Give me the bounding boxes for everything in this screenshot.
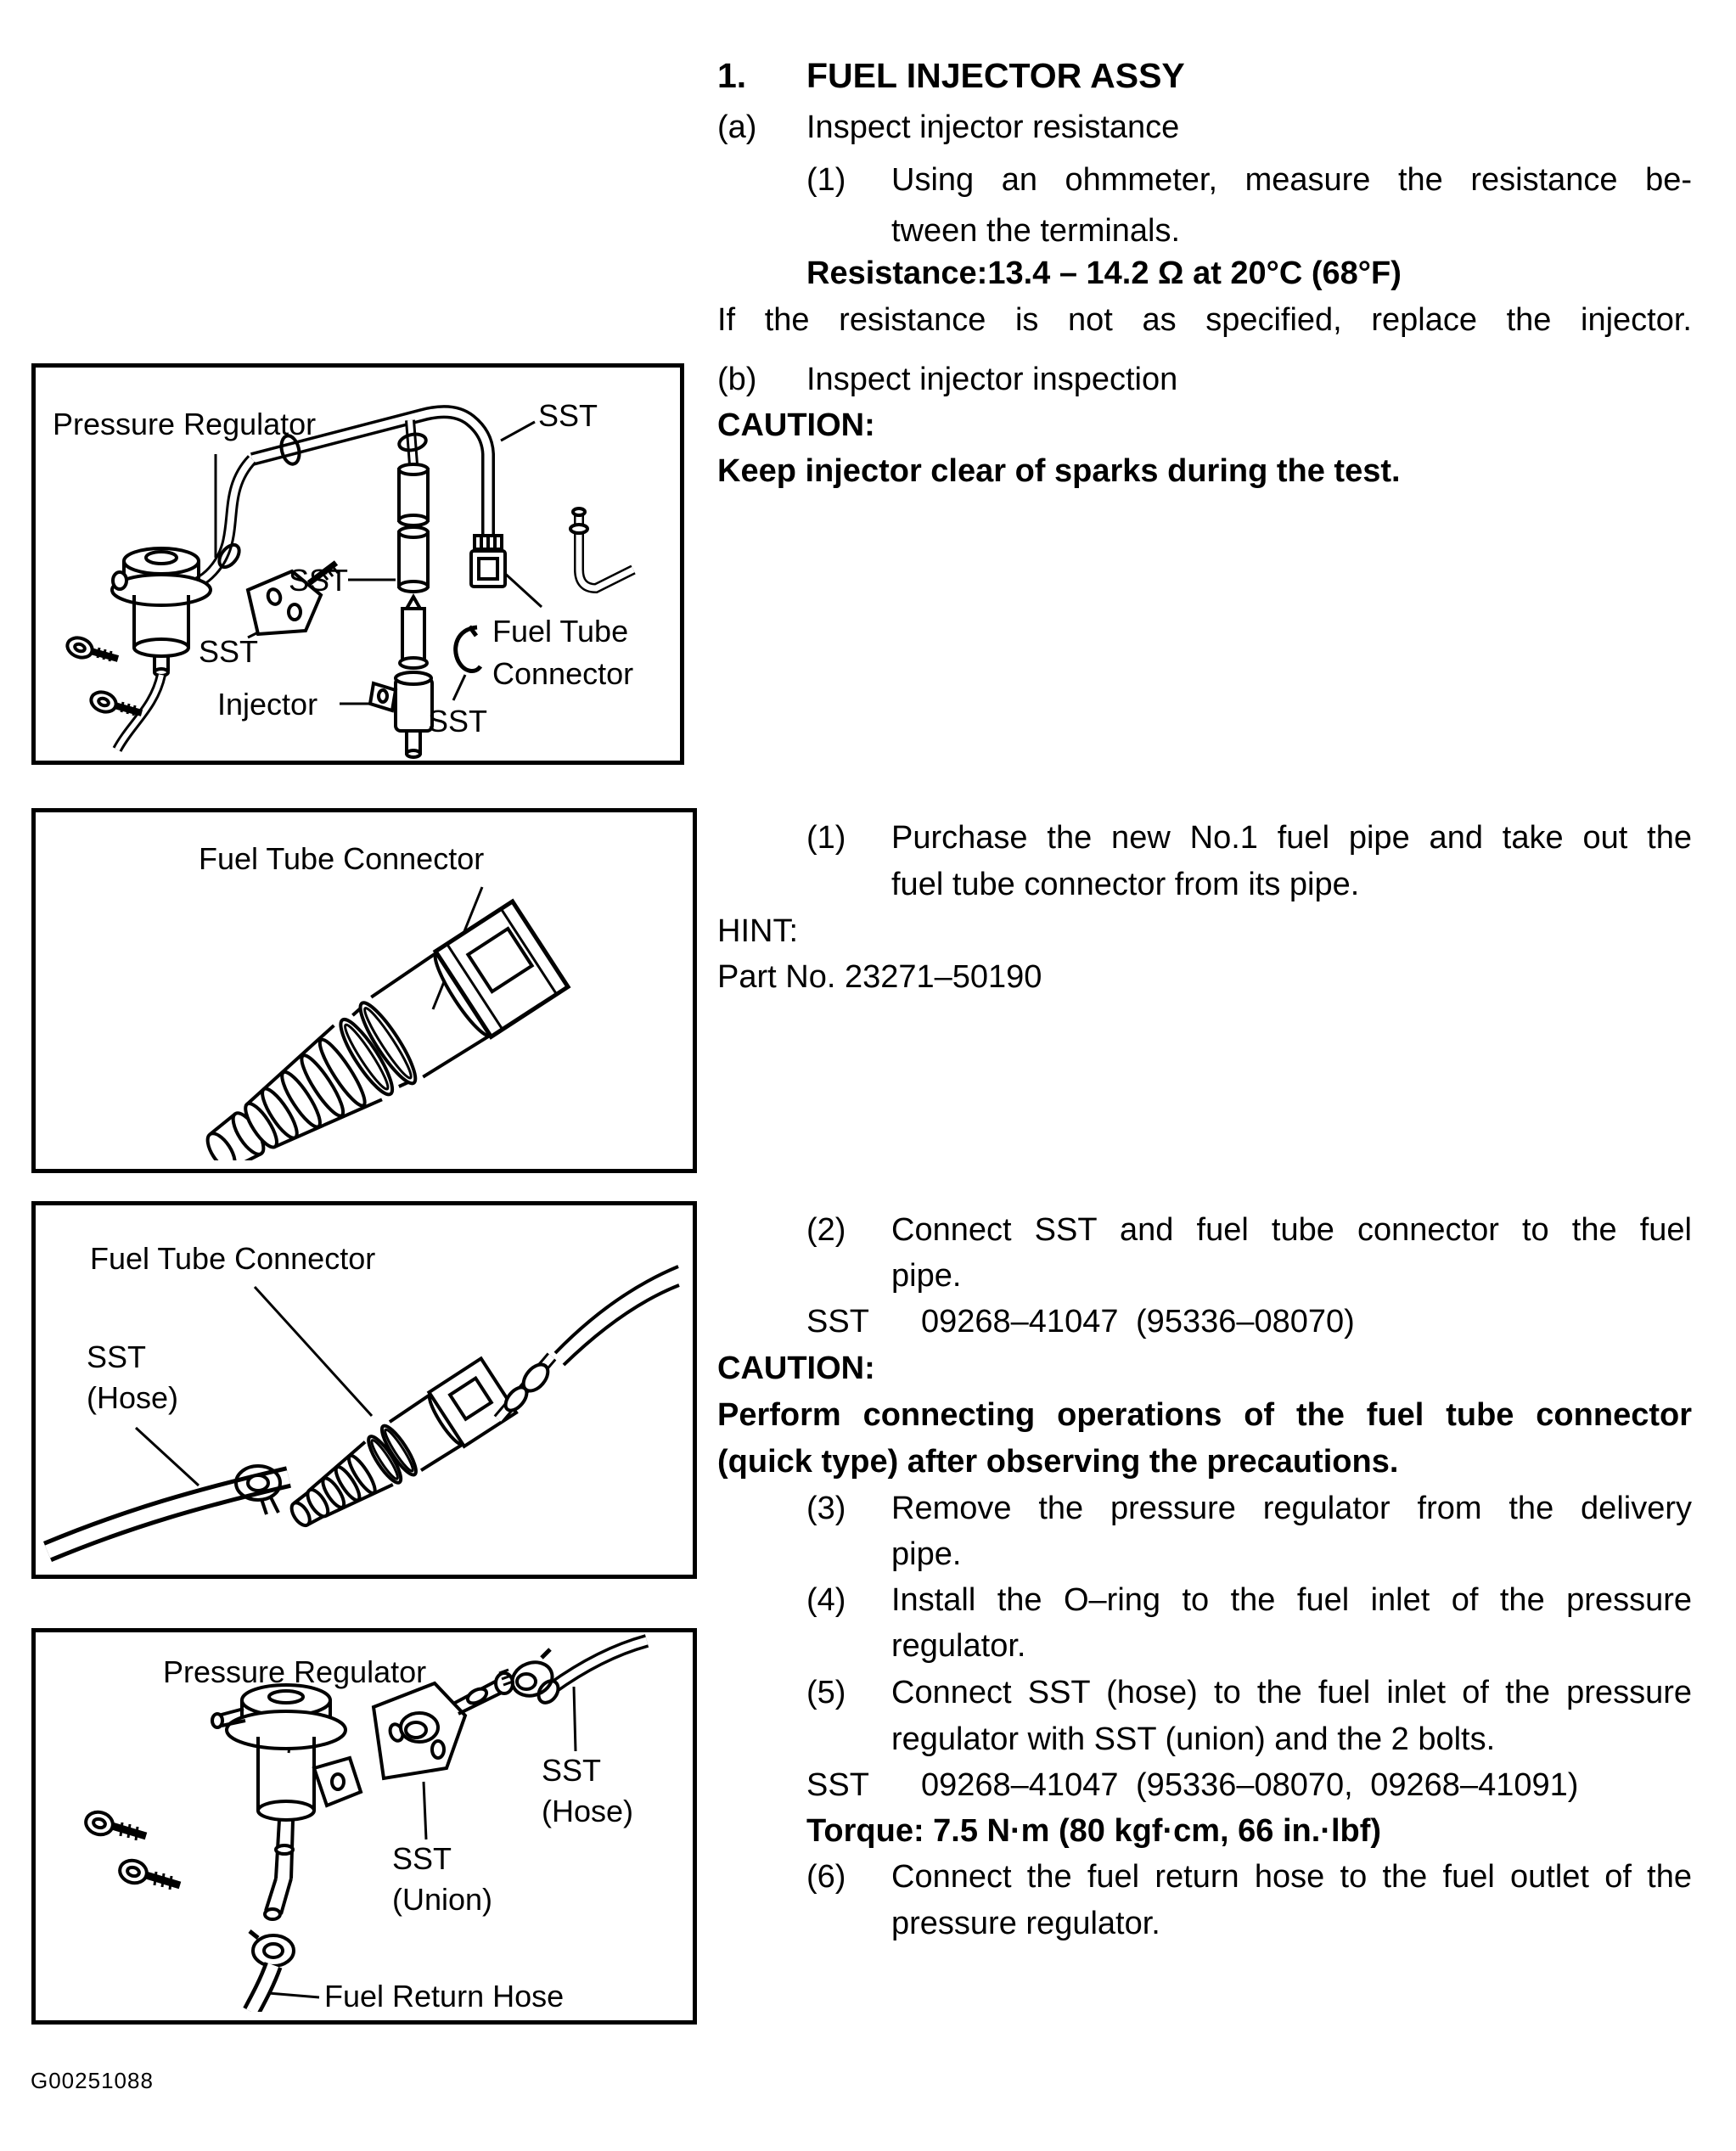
step-b1-line2 [717, 862, 1692, 907]
hint-head: HINT: [717, 913, 798, 949]
hint-body-line [717, 954, 1692, 1000]
fig4-label-sst-union-2: (Union) [392, 1882, 493, 1917]
caution1-body-line [717, 448, 1692, 494]
fig1-label-fuel-tube: Fuel Tube [492, 614, 629, 649]
step-a-line [717, 104, 1692, 150]
step-b2-line2 [717, 1253, 1692, 1299]
step-b1-text1: Purchase the new No.1 fuel pipe and take out the [891, 820, 1692, 856]
fig1-label-injector: Injector [217, 687, 318, 722]
step-b3-label: (3) [806, 1491, 846, 1526]
sst1-value: 09268–41047 (95336–08070) [921, 1304, 1355, 1339]
fig2-label-fuel-tube-connector: Fuel Tube Connector [199, 841, 485, 876]
caution1-head: CAUTION: [717, 407, 875, 443]
caution2-line2 [717, 1439, 1692, 1485]
step-b3-line2 [717, 1531, 1692, 1577]
hint-head-line [717, 908, 1692, 954]
step-b1-text2: fuel tube connector from its pipe. [891, 867, 1360, 902]
sst2-key: SST [806, 1767, 869, 1803]
fig3-label-sst: SST [87, 1339, 147, 1374]
step-b4-text1: Install the O–ring to the fuel inlet of the pressure [891, 1582, 1692, 1618]
caution1-head-line [717, 402, 1692, 448]
torque-spec: Torque: 7.5 N·m (80 kgf·cm, 66 in.·lbf) [806, 1813, 1382, 1849]
fig1-label-connector: Connector [492, 656, 634, 691]
fig4-label-fuel-return-hose: Fuel Return Hose [324, 1979, 565, 2013]
step-b4-line1 [717, 1577, 1692, 1623]
resistance-note-line [717, 297, 1692, 343]
caution2-text2: (quick type) after observing the precautions. [717, 1444, 1399, 1480]
step-b4-text2: regulator. [891, 1628, 1026, 1664]
step-b3-text1: Remove the pressure regulator from the delivery [891, 1491, 1692, 1526]
figure-connector-sst-hose [31, 1201, 697, 1579]
step-b-label: (b) [717, 362, 757, 397]
caution2-head-line [717, 1345, 1692, 1391]
figure-code: G00251088 [31, 2068, 154, 2093]
fig4-label-sst-hose-2: (Hose) [542, 1794, 634, 1828]
sst2-value: 09268–41047 (95336–08070, 09268–41091) [921, 1767, 1579, 1803]
step-b1-label: (1) [806, 820, 846, 856]
section-number: 1. [717, 56, 747, 95]
figure-injector-sst-exploded [31, 363, 684, 765]
figure-fuel-tube-connector [31, 808, 697, 1173]
figure-pressure-regulator-exploded [31, 1628, 697, 2025]
step-b2-line1 [717, 1207, 1692, 1253]
sst1-key: SST [806, 1304, 869, 1339]
step-b2-text1: Connect SST and fuel tube connector to the fuel [891, 1212, 1692, 1248]
caution1-body: Keep injector clear of sparks during the test. [717, 453, 1401, 489]
step-a1-line2 [717, 208, 1692, 254]
step-b5-line1 [717, 1670, 1692, 1716]
step-b5-text2: regulator with SST (union) and the 2 bolts. [891, 1721, 1496, 1757]
step-b2-label: (2) [806, 1212, 846, 1248]
step-b5-text1: Connect SST (hose) to the fuel inlet of the pressure [891, 1675, 1692, 1710]
fig1-label-sst-mid: SST [289, 563, 349, 598]
step-a-label: (a) [717, 110, 757, 145]
step-b2-text2: pipe. [891, 1258, 962, 1294]
step-b6-line1 [717, 1854, 1692, 1900]
resistance-spec: Resistance:13.4 – 14.2 Ω at 20°C (68°F) [806, 256, 1402, 291]
step-b5-line2 [717, 1716, 1692, 1762]
fig1-label-sst-left: SST [199, 634, 259, 669]
step-a1-line1 [717, 157, 1692, 203]
step-b-text: Inspect injector inspection [806, 362, 1178, 397]
fig3-label-sst-hose: (Hose) [87, 1380, 179, 1415]
step-b6-line2 [717, 1901, 1692, 1946]
caution2-text1: Perform connecting operations of the fuel tube connector [717, 1397, 1692, 1433]
sst1-line [717, 1299, 1692, 1345]
step-b6-label: (6) [806, 1859, 846, 1895]
fig1-label-sst-bottom: SST [428, 704, 488, 739]
resistance-note: If the resistance is not as specified, replace the injector. [717, 302, 1692, 338]
step-b6-text1: Connect the fuel return hose to the fuel outlet of the [891, 1859, 1692, 1895]
step-a1-text2: tween the terminals. [891, 213, 1181, 249]
caution2-head: CAUTION: [717, 1351, 875, 1386]
step-b1-line1 [717, 815, 1692, 861]
fig1-label-pressure-regulator: Pressure Regulator [53, 407, 317, 441]
hint-part-number: Part No. 23271–50190 [717, 959, 1042, 995]
sst2-line [717, 1762, 1692, 1808]
step-a1-text1: Using an ohmmeter, measure the resistance be- [891, 162, 1692, 198]
fig4-label-sst-union-1: SST [392, 1841, 452, 1876]
fig1-label-sst-top: SST [538, 398, 598, 433]
section-title: FUEL INJECTOR ASSY [806, 56, 1185, 95]
step-a1-label: (1) [806, 162, 846, 198]
step-b3-line1 [717, 1485, 1692, 1531]
step-a-text: Inspect injector resistance [806, 110, 1180, 145]
step-b6-text2: pressure regulator. [891, 1906, 1160, 1941]
resistance-spec-line [717, 250, 1692, 296]
fig4-label-pressure-regulator: Pressure Regulator [163, 1654, 427, 1689]
step-b-line [717, 357, 1692, 402]
step-b4-line2 [717, 1623, 1692, 1669]
torque-line [717, 1808, 1692, 1854]
fig4-label-sst-hose-1: SST [542, 1753, 602, 1788]
section-title-line [717, 53, 1692, 98]
step-b3-text2: pipe. [891, 1536, 962, 1572]
step-b4-label: (4) [806, 1582, 846, 1618]
step-b5-label: (5) [806, 1675, 846, 1710]
fig3-label-fuel-tube-connector: Fuel Tube Connector [90, 1241, 376, 1276]
caution2-line1 [717, 1392, 1692, 1438]
